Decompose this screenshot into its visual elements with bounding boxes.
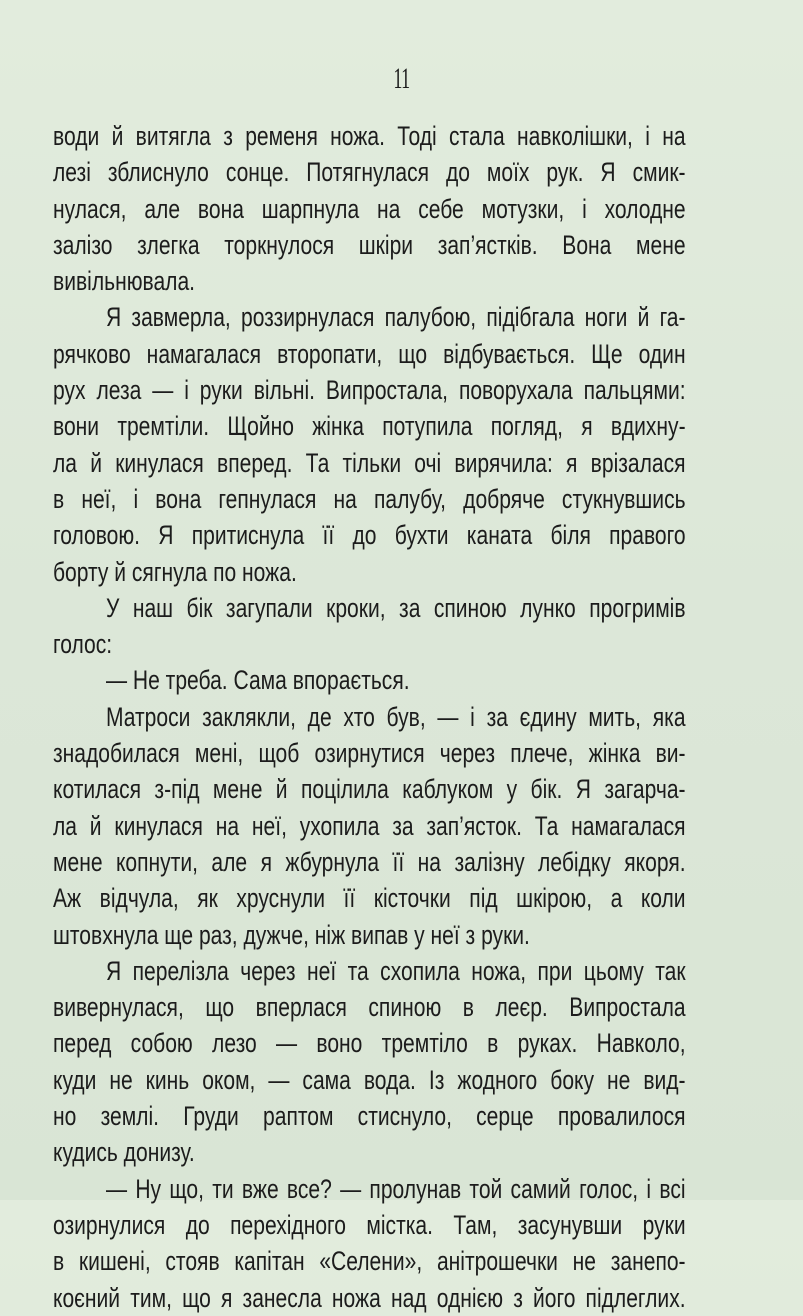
- text-line-content: мене копнути, але я жбурнула її на залізну лебідку якоря.: [53, 846, 686, 877]
- text-line: [53, 662, 686, 698]
- text-line-content: — Ну що, ти вже все? — пролунав той самий голос, і всі: [106, 1173, 686, 1204]
- text-line: [53, 1098, 686, 1134]
- text-line: [53, 554, 686, 590]
- text-line-content: в кишені, стояв капітан «Селени», анітрошечки не занепо-: [53, 1246, 686, 1277]
- text-line-content: головою. Я притиснула її до бухти каната біля правого: [53, 520, 686, 551]
- text-line: [53, 917, 686, 953]
- text-line: [53, 1280, 686, 1316]
- text-line: [53, 408, 686, 444]
- text-line-content: вони тремтіли. Щойно жінка потупила погляд, я вдихну-: [53, 411, 686, 442]
- text-line-content: Я перелізла через неї та схопила ножа, при цьому так: [106, 955, 686, 986]
- text-line-content: Матроси заклякли, де хто був, — і за єдину мить, яка: [106, 701, 686, 732]
- text-line-content: ла й кинулася на неї, ухопила за зап’ясток. Та намагалася: [53, 810, 686, 841]
- text-line: [53, 263, 686, 299]
- text-line: [53, 1025, 686, 1061]
- text-line-content: борту й сягнула по ножа.: [53, 556, 297, 587]
- text-line-content: залізо злегка торкнулося шкіри зап’ястків. Вона мене: [53, 229, 686, 260]
- text-line: [53, 154, 686, 190]
- text-line: [53, 808, 686, 844]
- text-line-content: коєний тим, що я занесла ножа над однією з його підлеглих.: [53, 1282, 686, 1313]
- text-line-content: нулася, але вона шарпнула на себе мотузки, і холодне: [53, 193, 686, 224]
- text-line-content: в неї, і вона гепнулася на палубу, добряче стукнувшись: [53, 483, 686, 514]
- text-line: [53, 1207, 686, 1243]
- text-line: [53, 844, 686, 880]
- text-line: [53, 880, 686, 916]
- text-line: [53, 445, 686, 481]
- text-line: [53, 517, 686, 553]
- text-line: [53, 771, 686, 807]
- text-line: [53, 953, 686, 989]
- text-line-content: перед собою лезо — воно тремтіло в руках. Навколо,: [53, 1028, 686, 1059]
- text-line: [53, 227, 686, 263]
- text-line: [53, 699, 686, 735]
- text-line: [53, 989, 686, 1025]
- page-number: 11: [393, 62, 410, 95]
- text-line-content: котилася з-під мене й поцілила каблуком у бік. Я загарча-: [53, 774, 686, 805]
- body-text: [53, 118, 686, 1316]
- text-line: [53, 191, 686, 227]
- text-line-content: куди не кинь оком, — сама вода. Із жодного боку не вид-: [53, 1064, 686, 1095]
- text-line-content: штовхнула ще раз, дужче, ніж випав у неї з руки.: [53, 919, 530, 950]
- text-line-content: У наш бік загупали кроки, за спиною лунко прогримів: [106, 592, 686, 623]
- text-line-content: рух леза — і руки вільні. Випростала, поворухала пальцями:: [53, 375, 686, 406]
- text-line-content: води й витягла з ременя ножа. Тоді стала навколішки, і на: [53, 121, 686, 151]
- text-line-content: голос:: [53, 629, 113, 660]
- text-line: [53, 1134, 686, 1170]
- text-line: [53, 481, 686, 517]
- text-line: [53, 1243, 686, 1279]
- text-line: [53, 299, 686, 335]
- text-line-content: вивернулася, що вперлася спиною в леєр. Випростала: [53, 992, 686, 1023]
- text-line: [53, 735, 686, 771]
- text-line-content: лезі зблиснуло сонце. Потягнулася до моїх рук. Я смик-: [53, 157, 686, 188]
- text-line-content: кудись донизу.: [53, 1137, 195, 1168]
- text-line: [53, 336, 686, 372]
- text-line: [53, 626, 686, 662]
- text-line-content: ла й кинулася вперед. Та тільки очі вирячила: я врізалася: [53, 447, 686, 478]
- text-line: [53, 590, 686, 626]
- text-line: [53, 1171, 686, 1207]
- text-line-content: рячково намагалася второпати, що відбувається. Ще один: [53, 338, 686, 369]
- text-line-content: Аж відчула, як хруснули її кісточки під шкірою, а коли: [53, 883, 686, 914]
- text-line-content: озирнулися до перехідного містка. Там, засунувши руки: [53, 1209, 686, 1240]
- text-line-content: Я завмерла, роззирнулася палубою, підібгала ноги й га-: [106, 302, 686, 333]
- text-line: [53, 1062, 686, 1098]
- text-line: [53, 118, 686, 154]
- text-line-content: но землі. Груди раптом стиснуло, серце провалилося: [53, 1101, 686, 1132]
- text-line-content: — Не треба. Сама впорається.: [106, 665, 410, 696]
- text-line: [53, 372, 686, 408]
- text-line-content: вивільнювала.: [53, 266, 196, 297]
- text-line-content: знадобилася мені, щоб озирнутися через плече, жінка ви-: [53, 738, 686, 769]
